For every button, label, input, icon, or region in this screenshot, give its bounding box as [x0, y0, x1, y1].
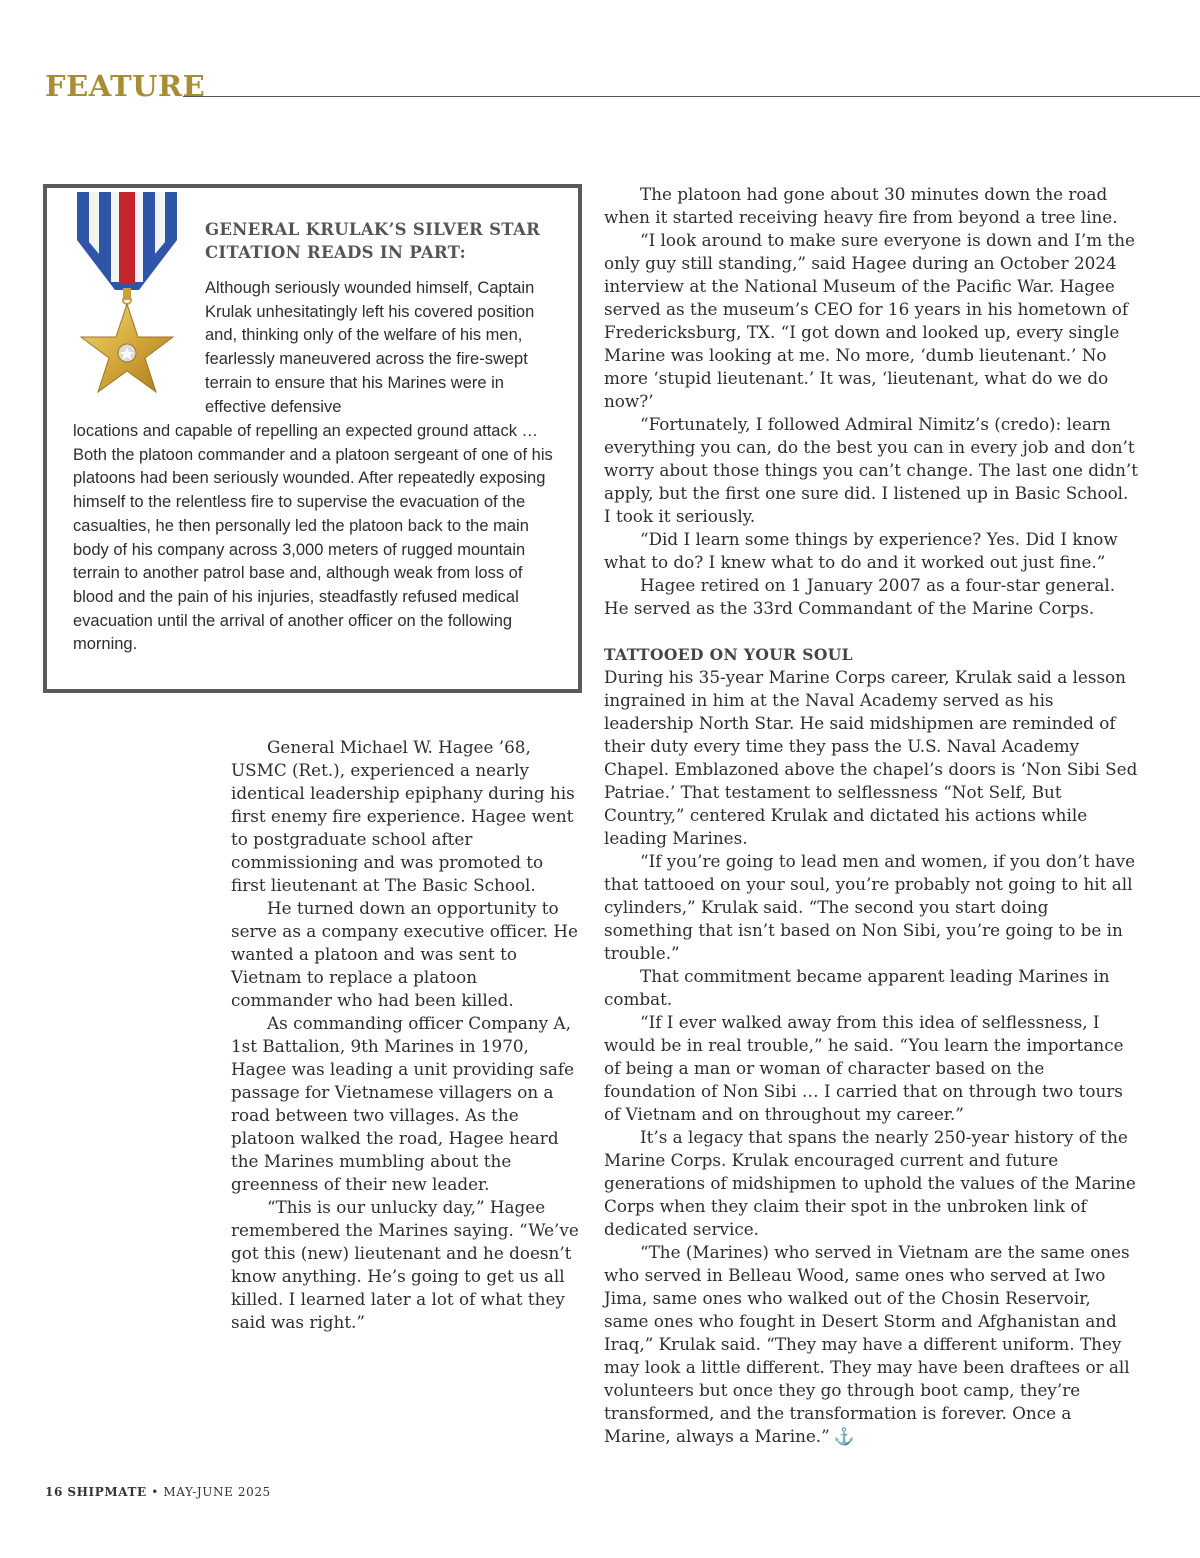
- body-paragraph: “I look around to make sure everyone is down and I’m the only guy still standing,” said Hagee during an October 2024 interview at the National Museum of the Pacific War. Hagee served as the museum’s CEO for 16 years in his hometown of Fredericksburg, TX. “I got down and looked up, every single Marine was looking at me. No more, ‘dumb lieutenant.’ No more ‘stupid lieutenant.’ It was, ‘lieutenant, what do we do now?’: [604, 230, 1135, 411]
- header-rule: [183, 96, 1200, 97]
- body-paragraph: Hagee retired on 1 January 2007 as a four-star general. He served as the 33rd Commandant of the Marine Corps.: [604, 575, 1116, 618]
- citation-text-part2: locations and capable of repelling an expected ground attack … Both the platoon commander and a platoon sergeant of one of his platoons had been seriously wounded. After repeatedly exposing himself to the relentless fire to supervise the evacuation of the casualties, he then personally led the platoon back to the main body of his company across 3,000 meters of rugged mountain terrain to another patrol base and, although weak from loss of blood and the pain of his injuries, steadfastly refused medical evacuation until the arrival of another officer on the following morning.: [73, 422, 553, 654]
- body-paragraph: General Michael W. Hagee ’68, USMC (Ret.), experienced a nearly identical leadership epiphany during his first enemy fire experience. Hagee went to postgraduate school after commissioning and was promoted to first lieutenant at The Basic School.: [231, 737, 575, 895]
- body-paragraph: He turned down an opportunity to serve as a company executive officer. He wanted a platoon and was sent to Vietnam to replace a platoon commander who had been killed.: [231, 898, 578, 1010]
- issue-date: MAY-JUNE 2025: [163, 1485, 271, 1499]
- body-paragraph: “If you’re going to lead men and women, if you don’t have that tattooed on your soul, you’re probably not going to hit all cylinders,” Krulak said. “The second you start doing something that isn’t based on Non Sibi, you’re going to be in trouble.”: [604, 851, 1136, 963]
- final-paragraph: [604, 1241, 1139, 1448]
- publication-name: SHIPMATE: [67, 1485, 147, 1499]
- body-paragraph: “If I ever walked away from this idea of selflessness, I would be in real trouble,” he said. “You learn the importance of being a man or woman of character based on the foundation of Non Sibi … I carried that on through two tours of Vietnam and on throughout my career.”: [604, 1012, 1124, 1124]
- citation-sidebar: [43, 184, 582, 693]
- silver-star-medal-icon: [75, 192, 179, 404]
- sidebar-title: GENERAL KRULAK’S SILVER STAR CITATION READS IN PART:: [205, 220, 541, 262]
- page-footer: [45, 1485, 271, 1499]
- body-paragraph: During his 35-year Marine Corps career, Krulak said a lesson ingrained in him at the Naval Academy served as his leadership North Star. He said midshipmen are reminded of their duty every time they pass the U.S. Naval Academy Chapel. Emblazoned above the chapel’s doors is ‘Non Sibi Sed Patriae.’ That testament to selflessness “Not Self, But Country,” centered Krulak and dictated his actions while leading Marines.: [604, 667, 1138, 848]
- body-paragraph: It’s a legacy that spans the nearly 250-year history of the Marine Corps. Krulak encouraged current and future generations of midshipmen to uphold the values of the Marine Corps when they claim their spot in the unbroken link of dedicated service.: [604, 1127, 1136, 1239]
- body-paragraph: That commitment became apparent leading Marines in combat.: [604, 966, 1110, 1009]
- right-body-column: [604, 183, 1139, 1448]
- body-paragraph: “Did I learn some things by experience? Yes. Did I know what to do? I knew what to do and it worked out just fine.”: [604, 529, 1118, 572]
- body-paragraph: “This is our unlucky day,” Hagee remembered the Marines saying. “We’ve got this (new) lieutenant and he doesn’t know anything. He’s going to get us all killed. I learned later a lot of what they said was right.”: [231, 1197, 579, 1332]
- citation-text-part1: Although seriously wounded himself, Captain Krulak unhesitatingly left his covered position and, thinking only of the welfare of his men, fearlessly maneuvered across the fire-swept terrain to ensure that his Marines were in effective defensive: [205, 279, 535, 416]
- body-paragraph: The platoon had gone about 30 minutes down the road when it started receiving heavy fire from beyond a tree line.: [604, 184, 1118, 227]
- section-label: FEATURE: [45, 69, 206, 103]
- subhead: TATTOOED ON YOUR SOUL: [604, 645, 853, 664]
- body-paragraph: As commanding officer Company A, 1st Battalion, 9th Marines in 1970, Hagee was leading a unit providing safe passage for Vietnamese villagers on a road between two villages. As the platoon walked the road, Hagee heard the Marines mumbling about the greenness of their new leader.: [231, 1013, 575, 1194]
- final-paragraph-text: “The (Marines) who served in Vietnam are the same ones who served in Belleau Wood, same ones who served at Iwo Jima, same ones who walked out of the Chosin Reservoir, same ones who fought in Desert Storm and Afghanistan and Iraq,” Krulak said. “They may have a different uniform. They may look a little different. They may have been draftees or all volunteers but once they go through boot camp, they’re transformed, and the transformation is forever. Once a Marine, always a Marine.”: [604, 1242, 1130, 1446]
- left-body-column: [231, 736, 581, 1334]
- page-number: 16: [45, 1485, 63, 1499]
- body-paragraph: “Fortunately, I followed Admiral Nimitz’s (credo): learn everything you can, do the best you can in every job and don’t worry about those things you can’t change. The last one didn’t apply, but the first one sure did. I listened up in Basic School. I took it seriously.: [604, 414, 1138, 526]
- anchor-end-icon: ⚓: [833, 1426, 855, 1446]
- footer-separator: •: [151, 1485, 159, 1499]
